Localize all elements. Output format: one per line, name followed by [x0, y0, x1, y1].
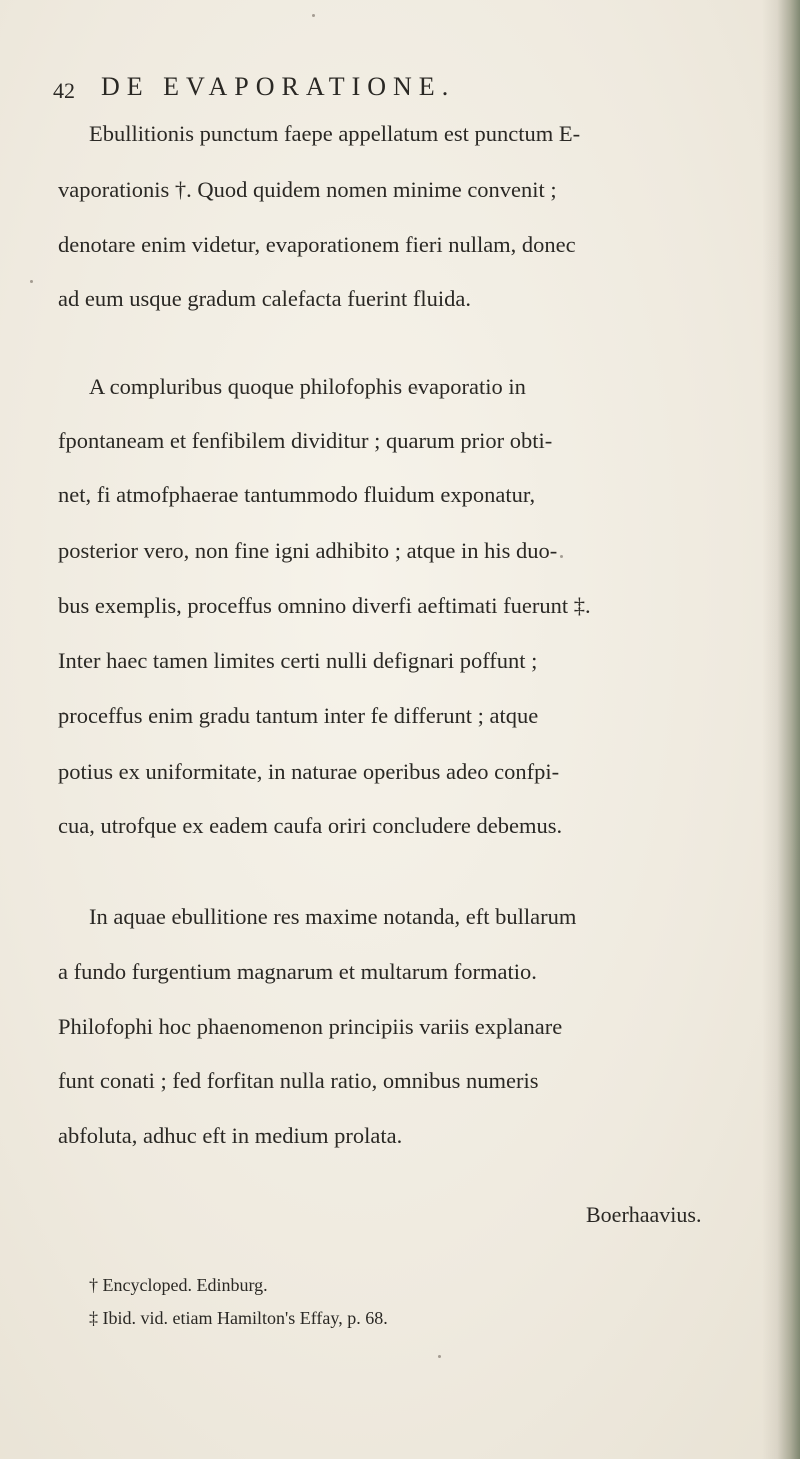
paper-speck — [30, 280, 33, 283]
page-edge-shadow — [762, 0, 800, 1459]
page-number: 42 — [53, 78, 75, 103]
text-line: Philofophi hoc phaenomenon principiis variis explanare — [58, 1014, 563, 1039]
text-line: potius ex uniformitate, in naturae operibus adeo confpi- — [58, 759, 560, 784]
text-line: posterior vero, non fine igni adhibito ; atque in his duo- — [58, 538, 558, 563]
footnote: † Encycloped. Edinburg. — [89, 1275, 268, 1295]
running-title: DE EVAPORATIONE. — [101, 72, 456, 101]
paper-speck — [312, 14, 315, 17]
text-line: ad eum usque gradum calefacta fuerint fluida. — [58, 286, 471, 311]
text-line: In aquae ebullitione res maxime notanda, eft bullarum — [89, 904, 577, 929]
text-line: A compluribus quoque philofophis evaporatio in — [89, 374, 526, 399]
text-line: Inter haec tamen limites certi nulli defignari poffunt ; — [58, 648, 538, 673]
text-line: bus exemplis, proceffus omnino diverfi aeftimati fuerunt ‡. — [58, 593, 591, 618]
text-line: Ebullitionis punctum faepe appellatum est punctum E- — [89, 121, 581, 146]
footnote: ‡ Ibid. vid. etiam Hamilton's Effay, p. 68. — [89, 1308, 388, 1328]
page-header — [53, 72, 703, 112]
paper-speck — [438, 1355, 441, 1358]
text-line: abfoluta, adhuc eft in medium prolata. — [58, 1123, 403, 1148]
text-line: funt conati ; fed forfitan nulla ratio, omnibus numeris — [58, 1068, 539, 1093]
paper-speck — [560, 555, 563, 558]
text-line: proceffus enim gradu tantum inter fe differunt ; atque — [58, 703, 539, 728]
text-line: fpontaneam et fenfibilem dividitur ; quarum prior obti- — [58, 428, 553, 453]
text-line: vaporationis †. Quod quidem nomen minime convenit ; — [58, 177, 557, 202]
text-line: net, fi atmofphaerae tantummodo fluidum exponatur, — [58, 482, 536, 507]
text-line: cua, utrofque ex eadem caufa oriri concludere debemus. — [58, 813, 563, 838]
text-line: a fundo furgentium magnarum et multarum formatio. — [58, 959, 537, 984]
author-signature: Boerhaavius. — [586, 1202, 702, 1227]
text-line: denotare enim videtur, evaporationem fieri nullam, donec — [58, 232, 576, 257]
